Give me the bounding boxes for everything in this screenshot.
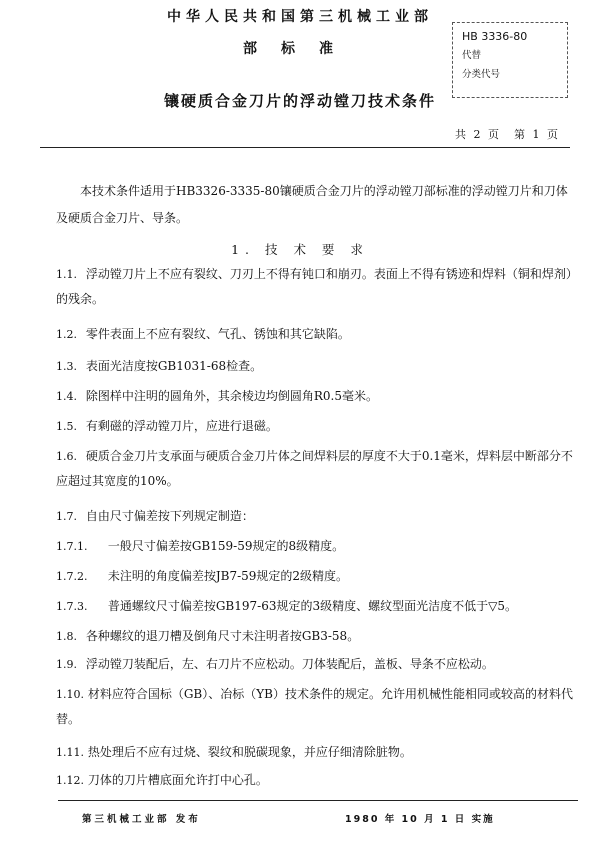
clause-text: 零件表面上不应有裂纹、气孔、锈蚀和其它缺陷。: [85, 327, 350, 341]
clause-text: 普通螺纹尺寸偏差按GB197-63规定的3级精度、螺纹型面光洁度不低于▽5。: [107, 599, 517, 613]
clause-label: 1.5.: [56, 420, 77, 433]
clause-label: 1.9.: [56, 658, 77, 671]
clause-1-10: [56, 682, 576, 731]
clause-text: 表面光洁度按GB1031-68检查。: [85, 359, 263, 373]
clause-label: 1.7.2.: [56, 570, 88, 583]
clause-label: 1.12.: [56, 774, 84, 787]
clause-1-2: [56, 322, 576, 347]
section-title: 1. 技 术 要 求: [231, 242, 369, 257]
clause-text: 一般尺寸偏差按GB159-59规定的8级精度。: [107, 539, 345, 553]
replaces-label: 代替: [462, 50, 482, 61]
clause-1-8: [56, 624, 576, 649]
clause-label: 1.4.: [56, 390, 77, 403]
document-title: 镶硬质合金刀片的浮动镗刀技术条件: [163, 92, 436, 110]
footer-divider: [58, 800, 578, 801]
clause-text: 材料应符合国标（GB）、冶标（YB）技术条件的规定。允许用机械性能相同或较高的材料代替。: [56, 687, 573, 726]
clause-1-6: [56, 444, 576, 493]
clause-1-7-3: [56, 594, 576, 619]
clause-1-5: [56, 414, 576, 439]
category-code-label: 分类代号: [462, 69, 501, 80]
clause-text: 有剩磁的浮动镗刀片，应进行退磁。: [85, 419, 278, 433]
clause-1-7-2: [56, 564, 576, 589]
clause-label: 1.6.: [56, 450, 77, 463]
issuer: 第三机械工业部 发布: [82, 814, 201, 825]
clause-text: 未注明的角度偏差按JB7-59规定的2级精度。: [107, 569, 349, 583]
clause-label: 1.7.: [56, 510, 77, 523]
clause-1-9: [56, 652, 576, 677]
clause-1-11: [56, 740, 576, 765]
clause-label: 1.10.: [56, 688, 84, 701]
clause-1-3: [56, 354, 576, 379]
header-divider: [40, 147, 570, 148]
clause-label: 1.1.: [56, 268, 77, 281]
standard-code-box: [452, 22, 568, 98]
clause-label: 1.7.1.: [56, 540, 88, 553]
implementation-date: 1980 年 10 月 1 日 实施: [345, 814, 495, 825]
clause-label: 1.11.: [56, 746, 84, 759]
clause-1-7: [56, 504, 576, 529]
intro-paragraph: 本技术条件适用于HB3326-3335-80镶硬质合金刀片的浮动镗刀部标准的浮动镗刀片和刀体及硬质合金刀片、导条。: [56, 184, 568, 225]
clause-1-4: [56, 384, 576, 409]
clause-text: 硬质合金刀片支承面与硬质合金刀片体之间焊料层的厚度不大于0.1毫米，焊料层中断部分不应超过其宽度的10%。: [56, 449, 573, 488]
clause-text: 各种螺纹的退刀槽及倒角尺寸未注明者按GB3-58。: [85, 629, 360, 643]
standard-type: 部标准: [243, 41, 357, 57]
ministry-name: 中华人民共和国第三机械工业部: [167, 9, 433, 25]
clause-text: 浮动镗刀装配后，左、右刀片不应松动。刀体装配后，盖板、导条不应松动。: [85, 657, 494, 671]
standard-code: HB 3336-80: [462, 30, 528, 43]
clause-label: 1.8.: [56, 630, 77, 643]
clause-text: 自由尺寸偏差按下列规定制造：: [85, 509, 254, 523]
clause-text: 除图样中注明的圆角外，其余棱边均倒圆角R0.5毫米。: [85, 389, 378, 403]
clause-1-1: [56, 262, 576, 311]
clause-label: 1.2.: [56, 328, 77, 341]
clause-text: 热处理后不应有过烧、裂纹和脱碳现象，并应仔细清除脏物。: [87, 745, 412, 759]
clause-label: 1.7.3.: [56, 600, 88, 613]
clause-1-12: [56, 768, 576, 793]
clause-label: 1.3.: [56, 360, 77, 373]
clause-text: 刀体的刀片槽底面允许打中心孔。: [87, 773, 268, 787]
clause-1-7-1: [56, 534, 576, 559]
page-info: 共 2 页 第 1 页: [455, 128, 560, 141]
clause-text: 浮动镗刀片上不应有裂纹、刀刃上不得有钝口和崩刃。表面上不得有锈迹和焊料（铜和焊剂）的残余。: [56, 267, 572, 306]
